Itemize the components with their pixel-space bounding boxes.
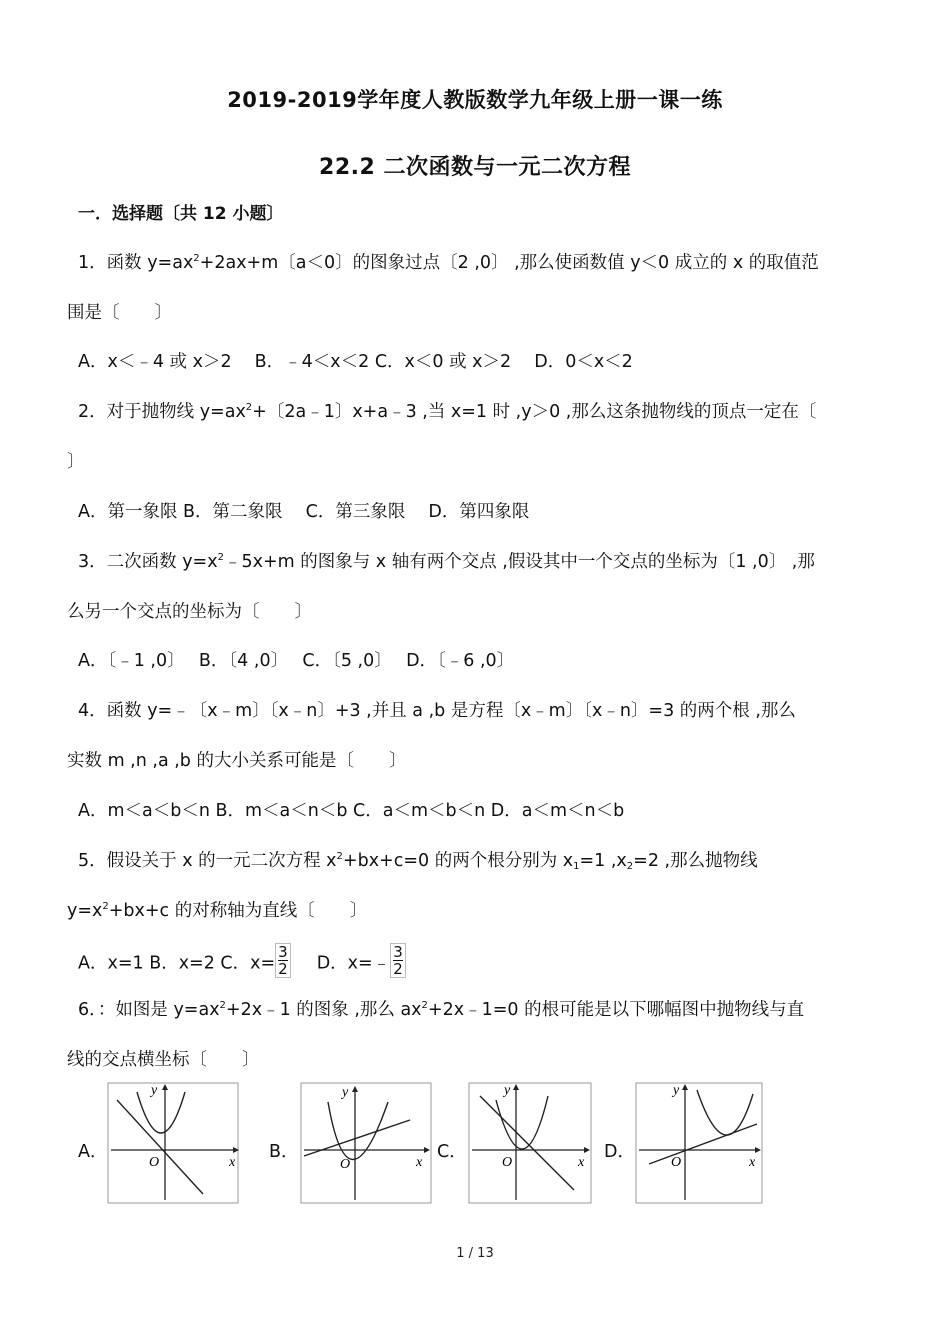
question-5-cont: $y=x^2+bx+c$ 的对称轴为直线〔 〕: [67, 901, 368, 921]
question-2-cont: 〕: [67, 452, 85, 472]
y-axis-label: y: [151, 1083, 158, 1098]
question-5: 5．假设关于 x 的一元二次方程 $x^2+bx+c=0$ 的两个根分别为 $x_1=1$ $,x_2=2$ ,那么抛物线: [78, 851, 758, 872]
y-axis-label: y: [673, 1083, 680, 1098]
origin-label: O: [340, 1157, 351, 1172]
x-axis-label: x: [416, 1155, 423, 1170]
graph-frame: [108, 1083, 238, 1203]
question-5-options: A．x=1 B．x=2 C．x= $\frac{3}{2}$ D．x=﹣ $\frac{3}{2}$: [78, 949, 406, 978]
x-axis-label: x: [749, 1155, 756, 1170]
x-axis-label: x: [578, 1155, 585, 1170]
document-title: 2019-2019学年度人教版数学九年级上册一课一练: [227, 88, 723, 112]
graph-b: [300, 1082, 432, 1204]
section-title: 22.2 二次函数与一元二次方程: [319, 155, 631, 180]
graph-frame: [301, 1083, 431, 1203]
straight-line: [480, 1096, 574, 1190]
parabola: [137, 1092, 185, 1133]
origin-label: O: [671, 1155, 682, 1170]
x-axis-arrow: [424, 1147, 430, 1153]
question-1-cont: 围是〔 〕: [67, 303, 172, 323]
page-number: 1 / 13: [456, 1246, 494, 1261]
y-axis-arrow: [162, 1084, 168, 1090]
y-axis-label: y: [504, 1083, 511, 1098]
figure-label-c: C．: [437, 1142, 467, 1162]
figure-label-d: D．: [604, 1142, 635, 1162]
question-3-cont: 么另一个交点的坐标为〔 〕: [67, 602, 312, 622]
straight-line: [117, 1100, 203, 1194]
y-axis-arrow: [513, 1084, 519, 1090]
y-axis-arrow: [352, 1086, 358, 1092]
graph-frame: [636, 1083, 762, 1203]
question-6: 6．：如图是 $y=ax^2+2x﹣1$ 的图象 ,那么 $ax^2+2x﹣1=0$ 的根可能是以下哪幅图中抛物线与直: [78, 1000, 805, 1020]
graph-frame: [469, 1083, 591, 1203]
fraction-three-halves: $\frac{3}{2}$: [390, 943, 406, 978]
graph-d: [635, 1082, 763, 1204]
question-2: 2．对于抛物线 $y=ax^2+$〔2a﹣1〕x+a﹣3 ,当 x=1 时 ,y＞0 ,那么这条抛物线的顶点一定在〔: [78, 402, 817, 422]
question-3-options: A．〔﹣1 ,0〕 B．〔4 ,0〕 C．〔5 ,0〕 D．〔﹣6 ,0〕: [78, 651, 515, 671]
straight-line: [649, 1124, 757, 1164]
origin-label: O: [502, 1155, 513, 1170]
question-3: 3．二次函数 $y=x^2﹣5x+m$ 的图象与 x 轴有两个交点 ,假设其中一个交点的坐标为〔1 ,0〕 ,那: [78, 552, 815, 572]
fraction-three-halves: $\frac{3}{2}$: [275, 943, 291, 978]
graph-a: [107, 1082, 239, 1204]
origin-label: O: [149, 1155, 160, 1170]
question-2-options: A．第一象限 B．第二象限 C．第三象限 D．第四象限: [78, 502, 530, 522]
figure-label-a: A．: [78, 1142, 108, 1162]
figure-label-b: B．: [269, 1142, 299, 1162]
x-axis-label: x: [229, 1155, 236, 1170]
question-4-options: A．m＜a＜b＜n B．m＜a＜n＜b C．a＜m＜b＜n D．a＜m＜n＜b: [78, 801, 625, 821]
y-axis-label: y: [342, 1085, 349, 1100]
y-axis-arrow: [682, 1084, 688, 1090]
x-axis-arrow: [584, 1147, 590, 1153]
question-6-cont: 线的交点横坐标〔 〕: [67, 1050, 260, 1070]
parabola: [496, 1096, 548, 1149]
graph-c: [468, 1082, 592, 1204]
question-4: 4．函数 y=﹣〔x﹣m〕〔x﹣n〕+3 ,并且 a ,b 是方程〔x﹣m〕〔x﹣n〕=3 的两个根 ,那么: [78, 701, 796, 721]
question-section-heading: 一．选择题〔共 12 小题〕: [78, 204, 284, 224]
question-4-cont: 实数 m ,n ,a ,b 的大小关系可能是〔 〕: [67, 751, 407, 771]
x-axis-arrow: [755, 1147, 761, 1153]
question-1-options: A．x＜﹣4 或 x＞2 B．﹣4＜x＜2 C．x＜0 或 x＞2 D．0＜x＜2: [78, 352, 633, 372]
question-1: 1．函数 $y=ax^2+2ax+m$〔a＜0〕的图象过点〔2 ,0〕 ,那么使函数值 y＜0 成立的 x 的取值范: [78, 253, 819, 273]
